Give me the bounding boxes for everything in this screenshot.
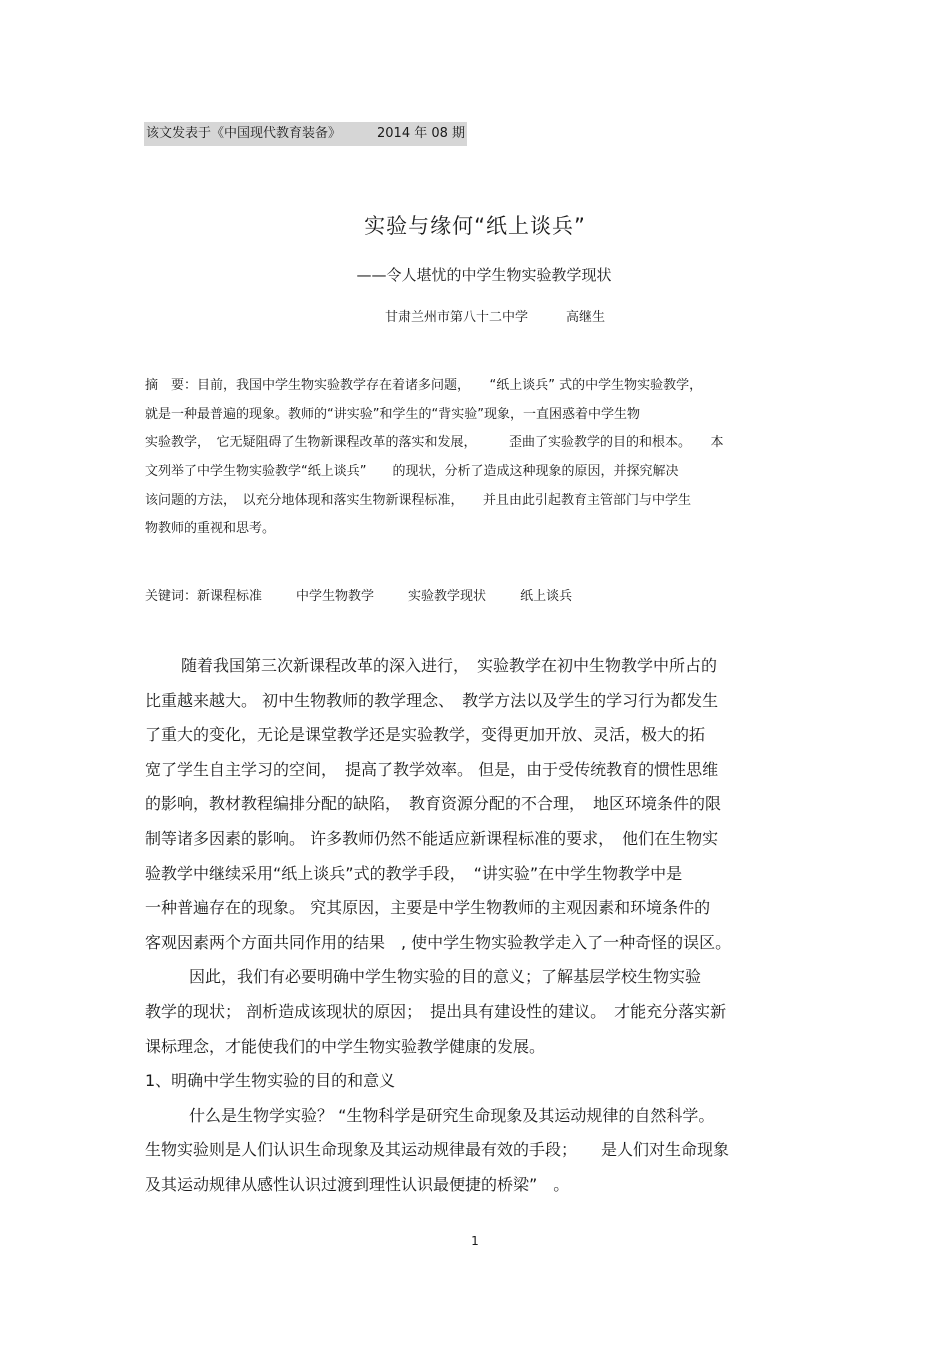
journal-issue: 2014 年 08 期 [377, 126, 466, 141]
abstract [145, 376, 810, 548]
body-line: 一种普遍存在的现象。 究其原因，主要是中学生物教师的主观因素和环境条件的 [145, 898, 711, 918]
keyword: 中学生物教学 [296, 589, 375, 604]
author-line [0, 307, 950, 329]
body-line: 及其运动规律从感性认识过渡到理性认识最便捷的桥梁” 。 [145, 1174, 570, 1194]
body-line: 什么是生物学实验？ “生物科学是研究生命现象及其运动规律的自然科学。 [189, 1105, 715, 1125]
abstract-line: 物教师的重视和思考。 [145, 521, 276, 537]
abstract-line: 摘 要：目前，我国中学生物实验教学存在着诸多问题， “纸上谈兵” 式的中学生物实验教学， [145, 378, 703, 393]
abstract-line: 就是一种最普遍的现象。教师的“讲实验”和学生的“背实验”现象，一直困惑着中学生物 [145, 406, 640, 422]
keywords [145, 587, 606, 607]
article-subtitle: ——令人堪忧的中学生物实验教学现状 [356, 266, 612, 284]
body-line: 客观因素两个方面共同作用的结果 , 使中学生物实验教学走入了一种奇怪的误区。 [145, 932, 732, 952]
body-line: 课标理念，才能使我们的中学生物实验教学健康的发展。 [145, 1036, 546, 1056]
body-line: 比重越来越大。 初中生物教师的教学理念、 教学方法以及学生的学习行为都发生 [145, 690, 719, 710]
body-line: 的影响，教材教程编排分配的缺陷， 教育资源分配的不合理， 地区环境条件的限 [145, 794, 722, 814]
abstract-line: 该问题的方法， 以充分地体现和落实生物新课程标准， 并且由此引起教育主管部门与中学生 [145, 492, 692, 508]
article-title: 实验与缘何“纸上谈兵” [364, 214, 586, 238]
body-line: 教学的现状； 剖析造成该现状的原因； 提出具有建设性的建议。 才能充分落实新 [145, 1001, 727, 1021]
body-line: 验教学中继续采用“纸上谈兵”式的教学手段， “讲实验”在中学生物教学中是 [145, 863, 683, 883]
keywords-label: 关键词： [145, 589, 198, 604]
author-name: 高继生 [566, 310, 606, 325]
section-heading: 1、明确中学生物实验的目的和意义 [145, 1071, 396, 1091]
author-school: 甘肃兰州市第八十二中学 [384, 310, 528, 325]
body-line: 因此，我们有必要明确中学生物实验的目的意义；了解基层学校生物实验 [189, 967, 702, 987]
journal-name: 该文发表于《中国现代教育装备》 [146, 126, 342, 141]
body-line: 随着我国第三次新课程改革的深入进行， 实验教学在初中生物教学中所占的 [181, 656, 718, 675]
keyword: 纸上谈兵 [520, 589, 573, 604]
page-number: 1 [471, 1234, 479, 1248]
body-line: 制等诸多因素的影响。 许多教师仍然不能适应新课程标准的要求， 他们在生物实 [145, 828, 719, 848]
publication-note [144, 122, 467, 146]
keyword: 新课程标准 [197, 589, 263, 604]
body-line: 宽了学生自主学习的空间， 提高了教学效率。 但是，由于受传统教育的惯性思维 [145, 759, 719, 779]
abstract-line: 文列举了中学生物实验教学“纸上谈兵” 的现状，分析了造成这种现象的原因，并探究解决 [145, 464, 679, 480]
abstract-line: 实验教学， 它无疑阻碍了生物新课程改革的落实和发展， 歪曲了实验教学的目的和根本。 本 [145, 435, 724, 451]
article-body [145, 654, 810, 1208]
body-line: 生物实验则是人们认识生命现象及其运动规律最有效的手段； 是人们对生命现象 [145, 1140, 730, 1160]
body-line: 了重大的变化，无论是课堂教学还是实验教学，变得更加开放、灵活，极大的拓 [145, 725, 706, 745]
keyword: 实验教学现状 [408, 589, 487, 604]
